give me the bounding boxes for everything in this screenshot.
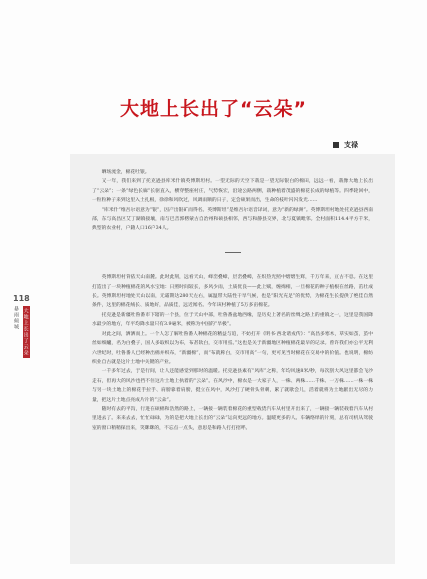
paragraph: 托克逊是新疆吐鲁番市下辖的一个县，位于天山中部，吐鲁番盆地西缘，是历史上著名的丝绸之路上的重镇之一，这里是我国降水最少的地方，年平均降水量只有3.9毫米，被称为中国的“旱极”。: [92, 312, 373, 328]
paragraph: 对此之间，洒洒而上。一个人怎了解吐鲁番人种棉花的精益与追，不妨打开《明书·西北诸戎传》：“高昌多寒木，草实如茧，茧中丝如细纑，名为白叠子，国人多取织以为布，布甚软白，交市用焉。”这也是关于新疆地区种植棉花最早的记录。曾许我们亦公平无利六世纪时，吐鲁番人已经种出棉并织布，“新疆棉”，而“布就称白，交市用高”一句，更可见当时棉花在交易中的价值。也说明，棉纺织业自古就是这片土地中关键的产业。: [92, 331, 373, 365]
paragraph: 一千多年过去，于是行间，让人还能感觉到那时的温暖。托克逊县素有“风库”之称，年均风速8米/秒，每次刮大风这里都会飞沙走石，但再大的风沙也挡不住这片土地上执着的“云朵”。在风沙中，棉农是一大家子人，一株、两株……千株、一万株……一株一株与另一块土地上的棉花手拉手、肩膀靠着肩膀，挺立在风中，风沙打了硬骨头骨刺，累了就歇会儿，活着就将为土地献出无尽的力量，把这片土地点亮成片片的“云朵”。: [92, 369, 373, 403]
paragraph: 随时有去的平沟，行进在硕棉和浩然的路上，一辆接一辆装着棉花的重型载货汽车从村里开出来了，一辆接一辆装载着汽车从村里进去了。来来去去，忙忙碌碌，为的是把大地上长出的“云朵”运向更远的地方。温暖更多的人。车辆络绎的片刻，总有司机从驾驶室的窗口稍稍探出来，笑眯眯的，不忘点一点头，意思是和路人打打招呼。: [92, 406, 373, 431]
paragraph: 英博斯坦村背依天山南麓。此时此刻，远看天山，峰峦叠嶂，层峦叠嶂，在炽热光照中熠熠生辉，千万年来，亘古不息。在这里打造出了一块种植棉花的风水宝地：日照时间较长，多风少雨，土质优良——此上赋，缠绵相，一旦棉花的种子植根在丝路，茁壮成长。英博斯坦村地处天山以南，无霜期达280天左右，属温带大陆性干旱气候，也是“阳光充足”的优势，为棉花生长提供了绝佳自然条件，这里的棉花绒长、质地好，品质佳，远近闻名。今年该村种植了5万多亩棉花。: [92, 275, 373, 309]
page-title: 大地上长出了“云朵”: [120, 98, 307, 120]
side-margin: [13, 294, 33, 358]
author-byline: [333, 140, 358, 150]
paragraph: “库米什”维吾尔语意为“银”，因产出银矿而得名。英博斯坦”是维吾尔语音译词，意为“新的绿洲”。英博斯坦村地处托克逊县西南部，东与高昌区艾丁湖镇接壤，南与巴音郭楞蒙古自治州和硕县相邻，西与和静县交界，北与夏镇毗邻。全村面积114.4平方千米，典型的农业村，户籍人口16户34人。: [92, 207, 373, 232]
chapter-tag: 大地上长出了云朵: [22, 308, 29, 356]
section-divider: [92, 248, 373, 257]
author-name: 支禄: [344, 141, 358, 149]
bullet-square-icon: [333, 142, 339, 148]
paragraph: 晒场流金，棉花吐银。: [101, 170, 150, 175]
paragraph: 又一年，我们来到了托克逊县库米什镇英博斯坦村。一望无际的天空下栽是一望无际银白的棉田，远远一看，栽像大地上长出了“云朵”；一条“绿色长廊”长驱直入，横穿整座村庄，气势恢宏，沿途公路两侧，栽种植着茂盛的棉花长成的绿植等。四季轮回中，一粒粒种子来到这里入土扎根，徐徐和风吹过，风调雨顺的日子，定会硕果而出，生命的枝叶闪闪发光……: [92, 179, 373, 204]
page-number: 118: [13, 294, 30, 303]
section-label: 暴雨倾城: [13, 306, 19, 330]
article-body: [70, 154, 395, 564]
